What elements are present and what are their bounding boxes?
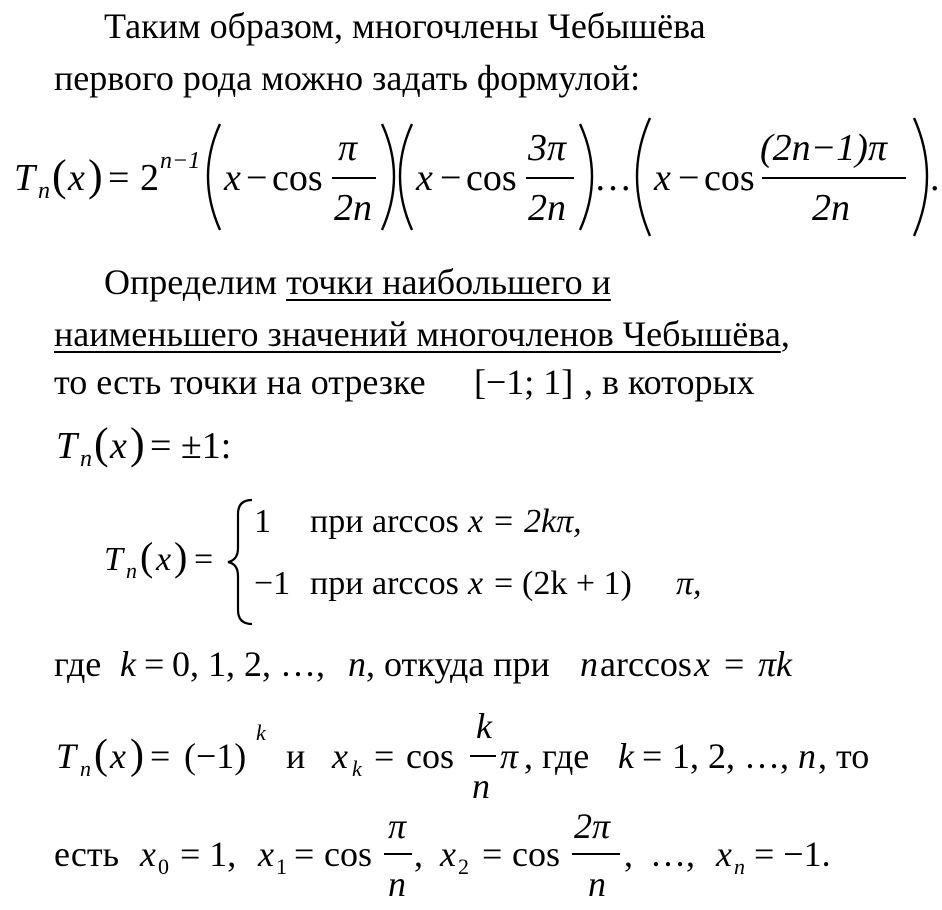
lx-cos2: cos <box>512 834 560 874</box>
lt-cos: cos <box>406 736 454 776</box>
f1-fac2-den: 2n <box>528 187 566 229</box>
para2-line1-text: Определим <box>104 262 287 302</box>
f1-period: . <box>930 157 940 199</box>
f1-fac1-den: 2n <box>334 187 372 229</box>
lx-eq2: = <box>482 834 503 874</box>
f1-fac3-num: (2n−1)π <box>760 127 887 169</box>
lx-v0: = 1, <box>180 834 237 874</box>
lx-cos1: cos <box>324 834 372 874</box>
f1-big-rparen-3 <box>914 118 927 236</box>
lx-x0: x <box>140 834 156 874</box>
l4-eq: = ±1: <box>150 425 232 467</box>
f1-big-lparen-2 <box>400 124 412 230</box>
f1-big-rparen-1 <box>382 124 394 230</box>
lt-minus1: (−1) <box>184 736 247 776</box>
f1-fac3-cos: cos <box>704 157 755 199</box>
lx-s2: 2 <box>458 854 469 879</box>
f1-rp: ) <box>88 151 103 200</box>
f1-fac2-cos: cos <box>466 157 517 199</box>
lt-n-sub: n <box>80 756 91 781</box>
lt-x: x <box>110 736 126 776</box>
para2-line1-underlined: точки наибольшего и <box>286 262 611 302</box>
c-brace <box>228 500 252 624</box>
lx-den1: n <box>388 864 406 904</box>
l4-x: x <box>110 425 127 467</box>
f1-fac1-x: x <box>224 157 241 199</box>
f1-big-lparen-3 <box>637 118 650 236</box>
lx-vn: = −1. <box>754 834 831 874</box>
lk-vals: 0, 1, 2, …, <box>172 644 325 684</box>
c1-val: 1 <box>254 503 271 540</box>
lt-rp: ) <box>130 732 144 778</box>
f1-eq: = <box>108 157 130 199</box>
c2-pri: при <box>310 565 364 602</box>
lt-num: k <box>476 706 492 746</box>
c-T: T <box>104 541 123 578</box>
lk-rhs: πk <box>758 644 793 684</box>
f1-x: x <box>68 157 85 199</box>
lt-n: n <box>798 736 816 776</box>
f1-lp: ( <box>52 151 67 200</box>
f1-fac1-cos: cos <box>272 157 323 199</box>
lt-xk: x <box>332 736 348 776</box>
f1-fac2-x: x <box>416 157 433 199</box>
lx-x2: x <box>440 834 456 874</box>
cases-formula <box>104 500 702 624</box>
line-k-values <box>54 644 793 684</box>
para2-line3-text: то есть точки на отрезке <box>54 362 426 402</box>
lt-gde: , где <box>524 736 590 776</box>
f1-fac3-den: 2n <box>812 187 850 229</box>
lx-comma1: , <box>414 834 423 874</box>
f1-dots: … <box>594 157 632 199</box>
c-lp: ( <box>140 534 154 579</box>
lk-eq: = <box>144 644 165 684</box>
c-rp: ) <box>174 534 188 579</box>
para2-line3 <box>54 362 755 402</box>
f1-fac2-minus: − <box>440 157 462 199</box>
line-extrema <box>56 706 869 806</box>
c2-arccos: arccos <box>372 565 459 602</box>
lt-pi: π <box>500 736 519 776</box>
c1-arccos: arccos <box>372 503 459 540</box>
c2-x: x <box>468 565 484 602</box>
f1-big-lparen-1 <box>208 124 220 230</box>
f1-fac3-minus: − <box>678 157 700 199</box>
para1-line1: Таким образом, многочлены Чебышёва <box>104 6 706 46</box>
l4-lp: ( <box>94 419 109 468</box>
lt-i: и <box>286 736 306 776</box>
f1-big-rparen-2 <box>580 124 592 230</box>
lx-den2: n <box>588 864 606 904</box>
lx-num2: 2π <box>574 806 611 846</box>
lx-eq1: = <box>294 834 315 874</box>
c-n-sub: n <box>126 558 137 583</box>
c2-val: −1 <box>254 565 291 602</box>
c-x: x <box>156 541 172 578</box>
lx-x1: x <box>258 834 274 874</box>
lx-sn: n <box>734 854 745 879</box>
f1-T: T <box>14 157 36 199</box>
f1-exp: n−1 <box>160 148 201 174</box>
l4-T: T <box>56 425 78 467</box>
f1-fac3-x: x <box>654 157 671 199</box>
lk-n2: n <box>580 644 598 684</box>
c2-eq: = <box>494 565 514 602</box>
lt-eq: = <box>150 736 171 776</box>
f1-n-sub: n <box>38 178 50 204</box>
lt-k-sub: k <box>352 756 362 781</box>
lt-eq2: = <box>374 736 395 776</box>
c-eq: = <box>194 541 214 578</box>
lk-n: n <box>348 644 366 684</box>
l4-rp: ) <box>130 419 145 468</box>
lt-to: , то <box>818 736 870 776</box>
c1-pri: при <box>310 503 364 540</box>
lk-otkuda: , откуда при <box>366 644 550 684</box>
lx-comma2: , <box>624 834 633 874</box>
c2-rhs-a: (2k + 1) <box>522 565 632 602</box>
f1-two: 2 <box>140 157 159 199</box>
lx-num1: π <box>388 806 407 846</box>
c2-rhs-b: π, <box>676 565 702 602</box>
f1-fac1-num: π <box>338 127 358 169</box>
lk-gde: где <box>54 644 102 684</box>
lt-k-exp: k <box>256 720 266 745</box>
lx-s1: 1 <box>276 854 287 879</box>
lx-est: есть <box>54 834 120 874</box>
para1-line2: первого рода можно задать формулой: <box>54 58 641 98</box>
lk-x: x <box>694 644 710 684</box>
lk-k: k <box>120 644 136 684</box>
lk-arccos: arccos <box>600 644 692 684</box>
para2-line2-underlined: наименьшего значений многочленов Чебышёва <box>54 314 781 354</box>
c1-rhs: 2kπ, <box>524 503 582 540</box>
para2-line3-tail: , в которых <box>584 362 755 402</box>
c1-x: x <box>468 503 484 540</box>
lx-dots: …, <box>650 834 695 874</box>
para2-line2-comma: , <box>780 314 790 354</box>
lt-k: k <box>618 736 634 776</box>
c1-eq: = <box>494 503 514 540</box>
lx-s0: 0 <box>158 854 169 879</box>
f1-fac2-num: 3π <box>528 127 567 169</box>
line-values <box>54 806 831 904</box>
line-T-pm1 <box>56 419 231 472</box>
formula-chebyshev-product <box>14 118 940 236</box>
lt-vals: 1, 2, …, <box>672 736 789 776</box>
l4-n-sub: n <box>80 446 92 472</box>
lx-xn: x <box>716 834 732 874</box>
lt-lp: ( <box>94 732 108 778</box>
interval: [−1; 1] <box>474 362 574 402</box>
lt-den: n <box>472 766 490 806</box>
lt-T: T <box>56 736 77 776</box>
lk-eq2: = <box>724 644 745 684</box>
lt-eq3: = <box>642 736 663 776</box>
f1-fac1-minus: − <box>246 157 268 199</box>
